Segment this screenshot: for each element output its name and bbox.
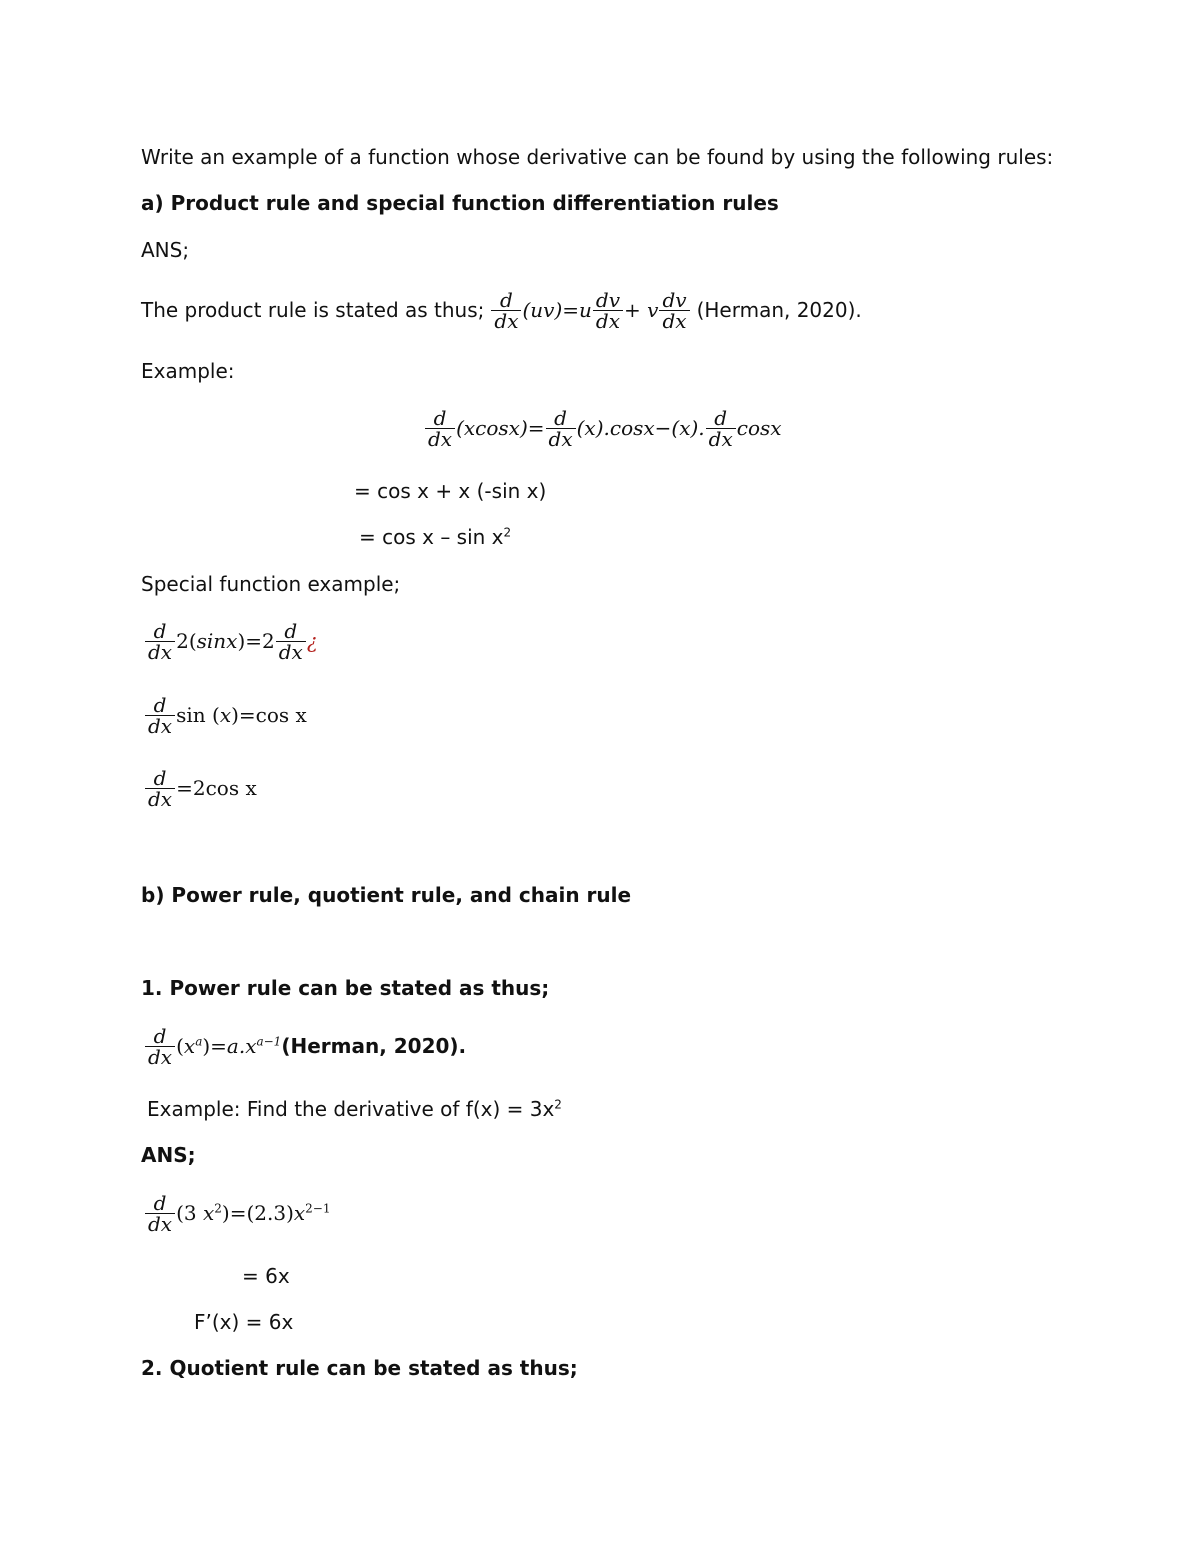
part-b-ans-label: ANS; <box>141 1143 196 1167</box>
product-rule-statement: The product rule is stated as thus; $\frac{d}{dx}$ (uv)=u $\frac{dv}{dx}$ + v $\frac{dv}{dx}$ (Herman, 2020). <box>141 287 862 333</box>
product-rule-example-equation: $\frac{d}{dx}$ (xcosx)= $\frac{d}{dx}$ (x).cosx−(x). $\frac{d}{dx}$ cosx <box>424 403 782 453</box>
power-rule-statement: $\frac{d}{dx}$ ( $x^a$ )= $a.x^{a-1}$ (Herman, 2020). <box>144 1021 466 1071</box>
power-example-text: Example: Find the derivative of $f(x) = 3x^2$ <box>147 1097 562 1121</box>
special-function-line-2: $\frac{d}{dx}$ sin ( x )= cos x <box>144 690 307 740</box>
part-b-heading: b) Power rule, quotient rule, and chain rule <box>141 883 632 907</box>
derivative-dv-dx: $\frac{dv}{dx}$ <box>593 290 623 331</box>
special-function-mark: ¿ <box>306 629 318 653</box>
product-step-1: = cos x + x (-sin x) <box>354 479 547 503</box>
power-rule-heading: 1. Power rule can be stated as thus; <box>141 976 550 1000</box>
product-step-2: = cos x – $\sin x^2$ <box>359 525 512 549</box>
derivative-dv-dx: $\frac{dv}{dx}$ <box>659 290 689 331</box>
power-rule-citation: (Herman, 2020). <box>281 1034 467 1058</box>
power-result-1: = 6x <box>242 1264 290 1288</box>
part-a-ans-label: ANS; <box>141 238 190 262</box>
power-example-equation: $\frac{d}{dx}$ (3 $x^2$ )=(2.3) $x^{2-1}$ <box>144 1188 331 1238</box>
product-rule-citation: (Herman, 2020). <box>696 298 862 322</box>
product-rule-intro: The product rule is stated as thus; <box>141 298 485 322</box>
example-label: Example: <box>141 359 235 383</box>
special-function-line-1: $\frac{d}{dx}$ 2( sinx )=2 $\frac{d}{dx}$ ¿ <box>144 616 318 666</box>
part-a-heading: a) Product rule and special function differentiation rules <box>141 191 779 215</box>
special-function-line-3: $\frac{d}{dx}$ =2 cos x <box>144 763 257 813</box>
special-function-label: Special function example; <box>141 572 401 596</box>
derivative-operator: $\frac{d}{dx}$ <box>491 290 521 331</box>
quotient-rule-heading: 2. Quotient rule can be stated as thus; <box>141 1356 578 1380</box>
question-text: Write an example of a function whose derivative can be found by using the following rules: <box>141 145 1054 169</box>
power-result-2: F’(x) = 6x <box>194 1310 294 1334</box>
